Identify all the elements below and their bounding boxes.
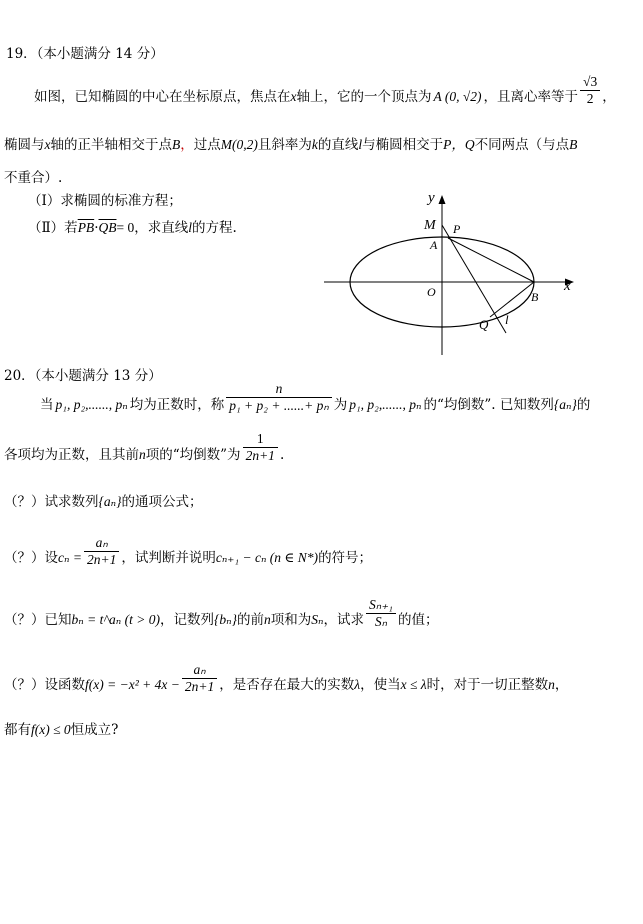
label-a: A bbox=[430, 238, 438, 252]
q19-part-2: （Ⅱ）若$\overline{PB}\cdot\overline{QB}= 0$，求直线l的方程. bbox=[28, 220, 237, 236]
q20-header: 20．（本小题满分 13 分） bbox=[4, 368, 162, 384]
segment-pb bbox=[448, 238, 534, 282]
label-l: l bbox=[505, 312, 509, 327]
q20-subquestion-3: （？）已知bₙ = t^aₙ (t > 0)，记数列{bₙ}的前n项和为Sₙ，试求 $\frac{\text{Sₙ₊₁}}{\text{Sₙ}}$ 的值； bbox=[4, 597, 439, 630]
q19-paragraph-1: 如图，已知椭圆的中心在坐标原点，焦点在x轴上，它的一个顶点为 A (0, √2) ，且离心率等于 $\frac{√3}{2}$ ， bbox=[34, 74, 616, 107]
point-a: A (0, √2) bbox=[433, 89, 482, 105]
label-p: P bbox=[453, 222, 461, 236]
harmonic-mean-fraction: $\frac{n}{\text{p₁ + p₂ + ......+ pₙ}}$ bbox=[226, 381, 331, 414]
label-y: y bbox=[428, 190, 435, 206]
label-o: O bbox=[427, 285, 436, 299]
q20-subquestion-1: （？）试求数列{aₙ}的通项公式； bbox=[4, 494, 203, 510]
y-axis-arrow bbox=[439, 195, 446, 204]
q20-paragraph-2: 各项均为正数，且其前n项的“均倒数”为 $\frac{1}{2n+1}$ . bbox=[4, 431, 285, 464]
q19-paragraph-3: 不重合）. bbox=[4, 170, 63, 186]
label-m: M bbox=[424, 218, 436, 233]
q19-paragraph-2: 椭圆与x轴的正半轴相交于点B，过点M(0,2)且斜率为k的直线l与椭圆相交于P，Q不同两点（与点B bbox=[4, 137, 578, 153]
label-b: B bbox=[531, 290, 539, 304]
mean-fraction: $\frac{1}{2n+1}$ bbox=[243, 431, 278, 464]
q20-subquestion-2: （？）设cₙ = $\frac{\text{aₙ}}{2n+1}$ ，试判断并说明cₙ₊₁ − cₙ (n ∈ N*)的符号； bbox=[4, 535, 373, 568]
line-l bbox=[442, 225, 506, 333]
eccentricity-fraction: $\frac{√3}{2}$ bbox=[580, 74, 600, 107]
ellipse-figure bbox=[318, 183, 588, 363]
label-q: Q bbox=[479, 317, 489, 332]
q20-paragraph-1: 当 p₁, p₂,......, pₙ 均为正数时，称 $\frac{n}{\text{p₁ + p₂ + ......+ pₙ}}$ 为 p₁, p₂,......, pₙ 的“均倒数”. 已知数列{aₙ}的 bbox=[40, 381, 591, 414]
q19-part-1: （Ⅰ）求椭圆的标准方程； bbox=[28, 193, 182, 209]
label-x: x bbox=[564, 278, 571, 294]
q19-header: 19．（本小题满分 14 分） bbox=[6, 46, 164, 62]
q20-subquestion-4-continued: 都有f(x) ≤ 0恒成立? bbox=[4, 722, 119, 738]
q20-subquestion-4: （？）设函数f(x) = −x² + 4x − $\frac{\text{aₙ}}{2n+1}$ ，是否存在最大的实数λ，使当x ≤ λ时，对于一切正整数n， bbox=[4, 662, 569, 695]
